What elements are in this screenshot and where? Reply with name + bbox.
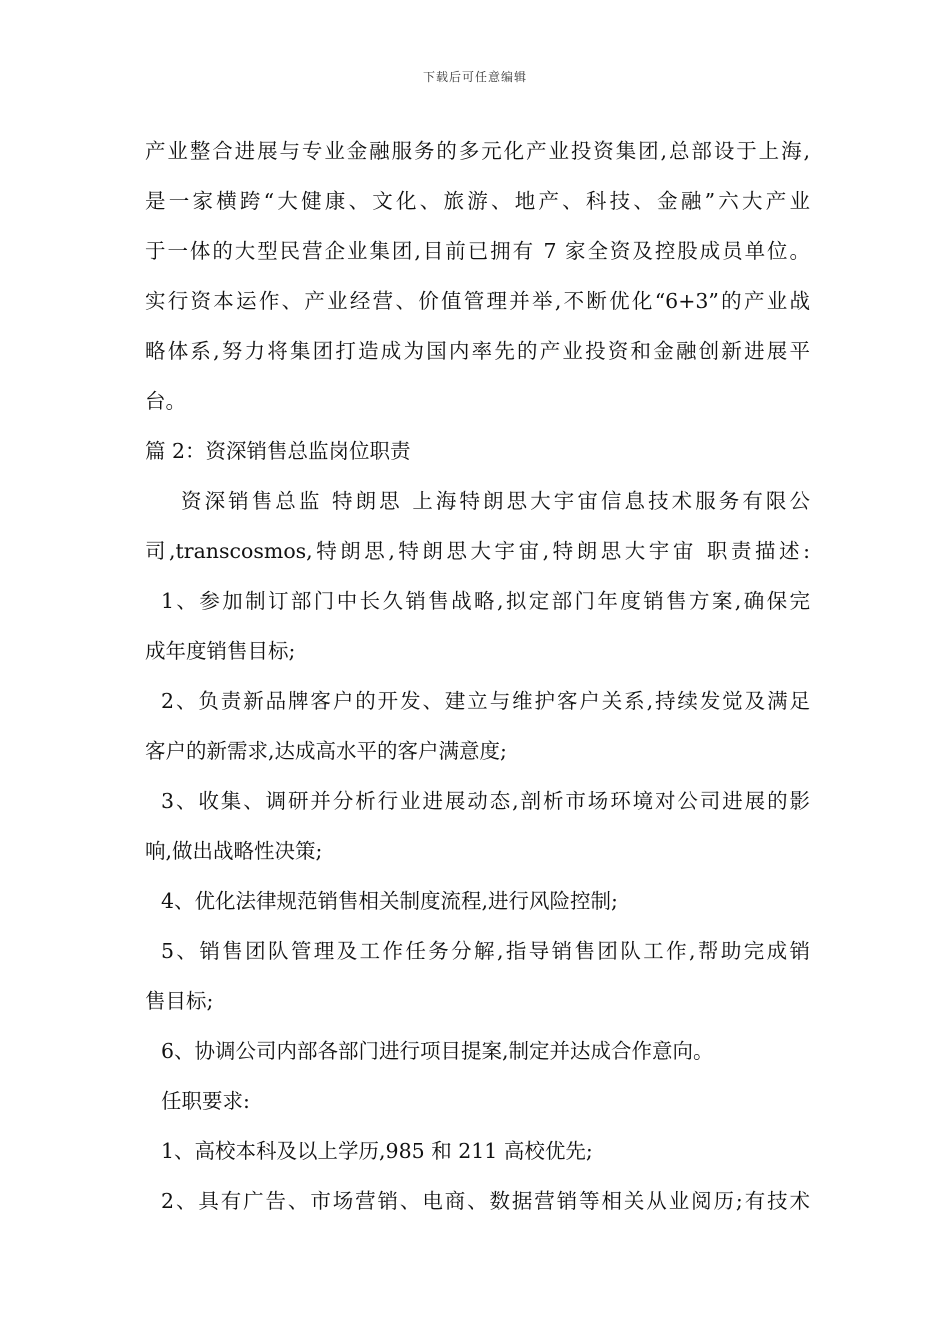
paragraph-line: 略体系,努力将集团打造成为国内率先的产业投资和金融创新进展平 (145, 339, 810, 363)
document-body (145, 126, 810, 1226)
list-item-continuation: 响,做出战略性决策; (145, 839, 323, 863)
list-item: 3、收集、调研并分析行业进展动态,剖析市场环境对公司进展的影 (161, 789, 810, 813)
paragraph-line: 于一体的大型民营企业集团,目前已拥有 7 家全资及控股成员单位。 (145, 239, 810, 263)
list-item: 4、优化法律规范销售相关制度流程,进行风险控制; (161, 889, 618, 913)
list-item: 1、参加制订部门中长久销售战略,拟定部门年度销售方案,确保完 (161, 589, 810, 613)
paragraph-line: 是一家横跨“大健康、文化、旅游、地产、科技、金融”六大产业 (145, 189, 810, 213)
list-item-continuation: 成年度销售目标; (145, 639, 296, 663)
page-header: 下载后可任意编辑 (422, 70, 527, 84)
list-item: 5、销售团队管理及工作任务分解,指导销售团队工作,帮助完成销 (161, 939, 810, 963)
list-item: 1、高校本科及以上学历,985 和 211 高校优先; (161, 1139, 593, 1163)
list-item-continuation: 客户的新需求,达成高水平的客户满意度; (145, 739, 507, 763)
paragraph-line: 台。 (145, 389, 186, 413)
paragraph-line: 司,transcosmos,特朗思,特朗思大宇宙,特朗思大宇宙 职责描述: (145, 539, 810, 563)
paragraph-line: 实行资本运作、产业经营、价值管理并举,不断优化“6+3”的产业战 (145, 289, 810, 313)
list-item: 6、协调公司内部各部门进行项目提案,制定并达成合作意向。 (161, 1039, 714, 1063)
paragraph-line: 资深销售总监 特朗思 上海特朗思大宇宙信息技术服务有限公 (181, 489, 810, 513)
list-item-continuation: 售目标; (145, 989, 214, 1013)
list-item: 2、负责新品牌客户的开发、建立与维护客户关系,持续发觉及满足 (161, 689, 810, 713)
list-item: 2、具有广告、市场营销、电商、数据营销等相关从业阅历;有技术 (161, 1189, 810, 1213)
subsection-heading: 任职要求: (161, 1089, 250, 1113)
section-heading: 篇 2：资深销售总监岗位职责 (145, 439, 411, 463)
paragraph-line: 产业整合进展与专业金融服务的多元化产业投资集团,总部设于上海, (145, 139, 810, 163)
